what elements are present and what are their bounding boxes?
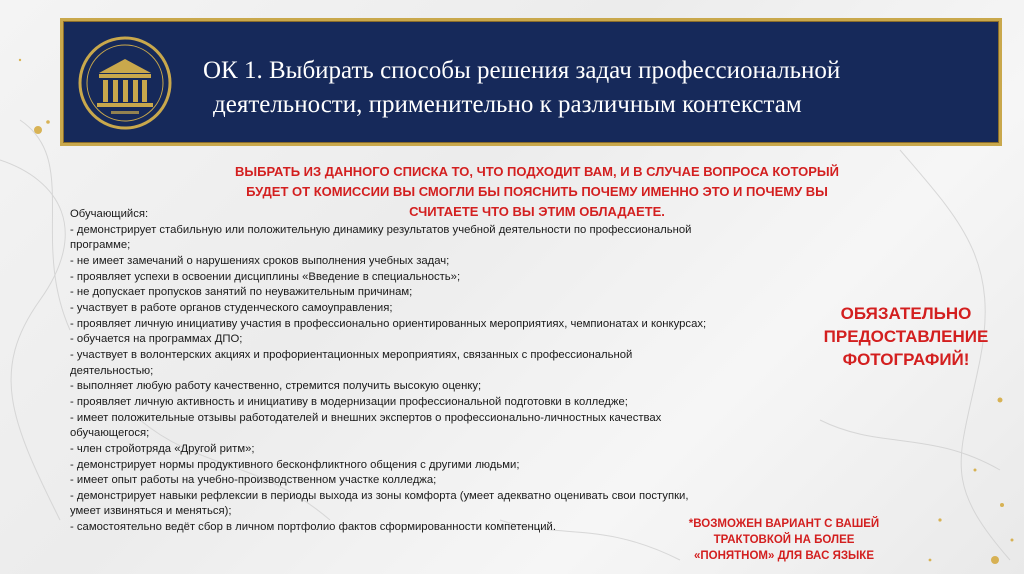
- list-item: - выполняет любую работу качественно, стремится получить высокую оценку;: [70, 380, 482, 393]
- competency-list: [70, 207, 796, 536]
- page-title: [203, 54, 993, 122]
- list-item: - демонстрирует нормы продуктивного бесконфликтного общения с другими людьми;: [70, 458, 520, 471]
- list-item: - член стройотряда «Другой ритм»;: [70, 442, 255, 455]
- title-banner: [60, 18, 1002, 146]
- list-item: - не имеет замечаний о нарушениях сроков выполнения учебных задач;: [70, 254, 450, 267]
- list-item: программе;: [70, 239, 131, 252]
- instruction-line: ВЫБРАТЬ ИЗ ДАННОГО СПИСКА ТО, ЧТО ПОДХОДИТ ВАМ, И В СЛУЧАЕ ВОПРОСА КОТОРЫЙ: [235, 164, 839, 179]
- list-item: - имеет опыт работы на учебно-производственном участке колледжа;: [70, 474, 437, 487]
- alternative-wording-note: [664, 516, 904, 564]
- list-item: - проявляет личную инициативу участия в профессионально ориентированных мероприятиях, чемпионатах и конкурсах;: [70, 317, 707, 330]
- institution-columns-icon: [77, 35, 173, 131]
- list-item: - не допускает пропусков занятий по неуважительным причинам;: [70, 286, 413, 299]
- list-item: деятельностью;: [70, 364, 154, 377]
- photo-note-line: ОБЯЗАТЕЛЬНО: [840, 304, 972, 323]
- title-line-1: ОК 1. Выбирать способы решения задач профессиональной: [203, 57, 841, 84]
- alt-note-line: *ВОЗМОЖЕН ВАРИАНТ С ВАШЕЙ: [688, 518, 880, 530]
- list-item: - участвует в волонтерских акциях и профориентационных мероприятиях, связанных с профессиональной: [70, 348, 633, 361]
- title-line-2: деятельности, применительно к различным контекстам: [213, 91, 802, 118]
- list-item: - демонстрирует навыки рефлексии в периоды выхода из зоны комфорта (умеет адекватно оценивать свои поступки,: [70, 489, 689, 502]
- list-item: - самостоятельно ведёт сбор в личном портфолио фактов сформированности компетенций.: [70, 521, 557, 534]
- instruction-line: СЧИТАЕТЕ ЧТО ВЫ ЭТИМ ОБЛАДАЕТЕ.: [409, 204, 665, 219]
- list-item: умеет извиняться и меняться);: [70, 505, 232, 518]
- list-item: - обучается на программах ДПО;: [70, 333, 243, 346]
- photo-required-note: [806, 302, 1006, 371]
- list-item: - проявляет личную активность и инициативу в модернизации профессиональной подготовки в колледже;: [70, 395, 628, 408]
- instruction-line: БУДЕТ ОТ КОМИССИИ ВЫ СМОГЛИ БЫ ПОЯСНИТЬ ПОЧЕМУ ИМЕННО ЭТО И ПОЧЕМУ ВЫ: [246, 184, 828, 199]
- alt-note-line: ТРАКТОВКОЙ НА БОЛЕЕ: [713, 534, 855, 546]
- alt-note-line: «ПОНЯТНОМ» ДЛЯ ВАС ЯЗЫКЕ: [693, 550, 874, 562]
- list-item: - демонстрирует стабильную или положительную динамику результатов учебной деятельности по профессиональной: [70, 223, 692, 236]
- list-item: обучающегося;: [70, 427, 150, 440]
- list-item: - имеет положительные отзывы работодателей и внешних экспертов о профессионально-личностных качествах: [70, 411, 662, 424]
- list-item: Обучающийся:: [70, 208, 149, 220]
- list-item: - участвует в работе органов студенческого самоуправления;: [70, 301, 393, 314]
- photo-note-line: ПРЕДОСТАВЛЕНИЕ: [823, 327, 989, 346]
- photo-note-line: ФОТОГРАФИЙ!: [842, 350, 970, 369]
- list-item: - проявляет успехи в освоении дисциплины «Введение в специальность»;: [70, 270, 461, 283]
